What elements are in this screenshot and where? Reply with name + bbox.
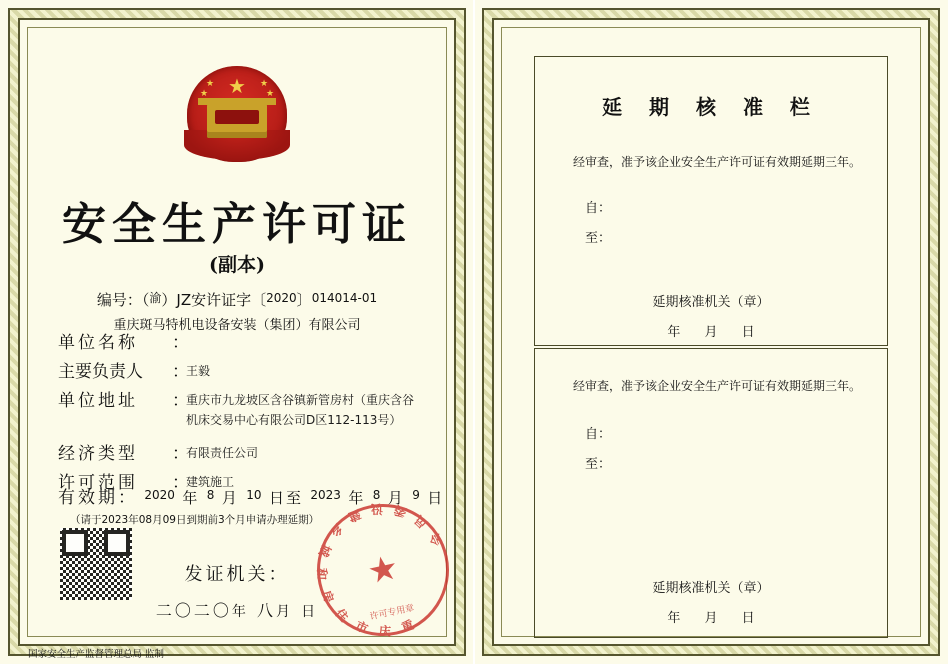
unit-day: 日 [268,489,286,507]
page-title: 安全生产许可证 [62,199,412,250]
code-mid: ）JZ安许证字〔 [161,291,267,309]
extension-statement-2: 经审查，准予该企业安全生产许可证有效期延期三年。 [573,379,862,393]
code-prefix: 编号：（ [96,291,150,309]
field-colon: ： [172,473,189,493]
certificate-right-panel [474,0,948,664]
extension-content [516,42,906,626]
extension-from-2: 自： [585,427,612,442]
field-row-address [58,382,420,411]
field-row-address-cont [58,411,420,435]
extension-date-2: 年 月 日 [667,611,765,626]
field-label-scope: 许可范围 [58,473,138,493]
field-label-economic-type: 经济类型 [58,444,138,464]
unit-month-2: 月 [387,489,405,507]
field-value-address-line2: 机床交易中心有限公司D区112-113号） [186,413,402,427]
issue-year: 二〇二〇 [155,601,232,620]
extension-statement-1: 经审查，准予该企业安全生产许可证有效期延期三年。 [573,155,862,169]
unit-day-2: 日 [427,489,445,507]
national-emblem-icon: ★ ★ ★ ★ ★ [176,64,298,182]
validity-to: 至 [285,489,303,507]
field-list [58,310,420,493]
field-value-economic-type: 有限责任公司 [186,446,259,460]
extension-to-1: 至： [585,231,612,246]
field-row-economic-type [58,435,420,464]
extension-to-2: 至： [585,457,612,472]
extension-section-title: 延 期 核 准 栏 [602,95,820,119]
field-row-principal [58,353,420,382]
extension-authority-2: 延期核准机关（章） [652,581,770,596]
unit-month: 月 [221,489,239,507]
code-serial: 014014-01 [311,291,378,305]
expiry-note: （请于2023年08月09日到期前3个月申请办理延期） [70,514,320,526]
validity-row [58,483,445,508]
page-subtitle: (副本) [209,254,265,276]
company-name: 重庆斑马特机电设备安装（集团）有限公司 [113,318,361,333]
validity-label: 有效期 [58,488,118,508]
extension-date-1: 年 月 日 [667,325,765,340]
issue-year-unit: 年 [231,604,249,620]
extension-authority-1: 延期核准机关（章） [652,295,770,310]
validity-start-month: 8 [206,488,215,502]
issue-month-unit: 月 [276,604,294,620]
ornamental-border-inner-right [492,18,930,646]
field-colon: ： [172,444,189,464]
field-value-scope: 建筑施工 [186,475,235,489]
unit-year: 年 [182,489,200,507]
official-seal-icon: 重 庆 市 住 房 和 城 乡 建 设 委 员 会 ★ 许可专用章 [305,492,462,649]
field-colon: ： [172,333,189,353]
certificate-content [42,42,446,639]
validity-start-day: 10 [246,488,262,502]
validity-colon: ： [118,488,137,508]
certificate-code [42,289,432,310]
code-suffix: 〕 [296,291,312,309]
ornamental-border-outer-right [482,8,940,656]
code-region: 渝 [149,291,162,305]
issue-month: 八 [257,601,277,620]
validity-start-year: 2020 [144,488,175,502]
extension-from-1: 自： [585,201,612,216]
extension-entry-2 [534,348,888,638]
ornamental-border-inner [18,18,456,646]
field-colon: ： [172,362,189,382]
field-label-principal: 主要负责人 [58,362,143,382]
issuing-authority-label: 发证机关： [184,564,290,585]
ornamental-border-outer [8,8,466,656]
unit-year-2: 年 [348,489,366,507]
seal-bottom-text: 许可专用章 [369,603,416,623]
validity-end-day: 9 [412,488,420,502]
page-divider [473,0,475,664]
field-colon: ： [172,391,189,411]
issue-day-unit: 日 [301,604,319,620]
field-label-company: 单位名称 [58,333,138,353]
validity-end-year: 2023 [310,488,341,502]
code-year: 2020 [266,291,297,305]
footer-note: 国家安全生产监督管理总局 监制 [28,649,165,660]
extension-entry-1 [534,56,888,346]
field-row-company [58,324,420,353]
validity-end-month: 8 [372,488,381,502]
field-label-address: 单位地址 [58,391,138,411]
field-value-address: 重庆市九龙坡区含谷镇新管房村（重庆含谷 [186,393,415,407]
field-value-principal: 王毅 [186,364,211,378]
